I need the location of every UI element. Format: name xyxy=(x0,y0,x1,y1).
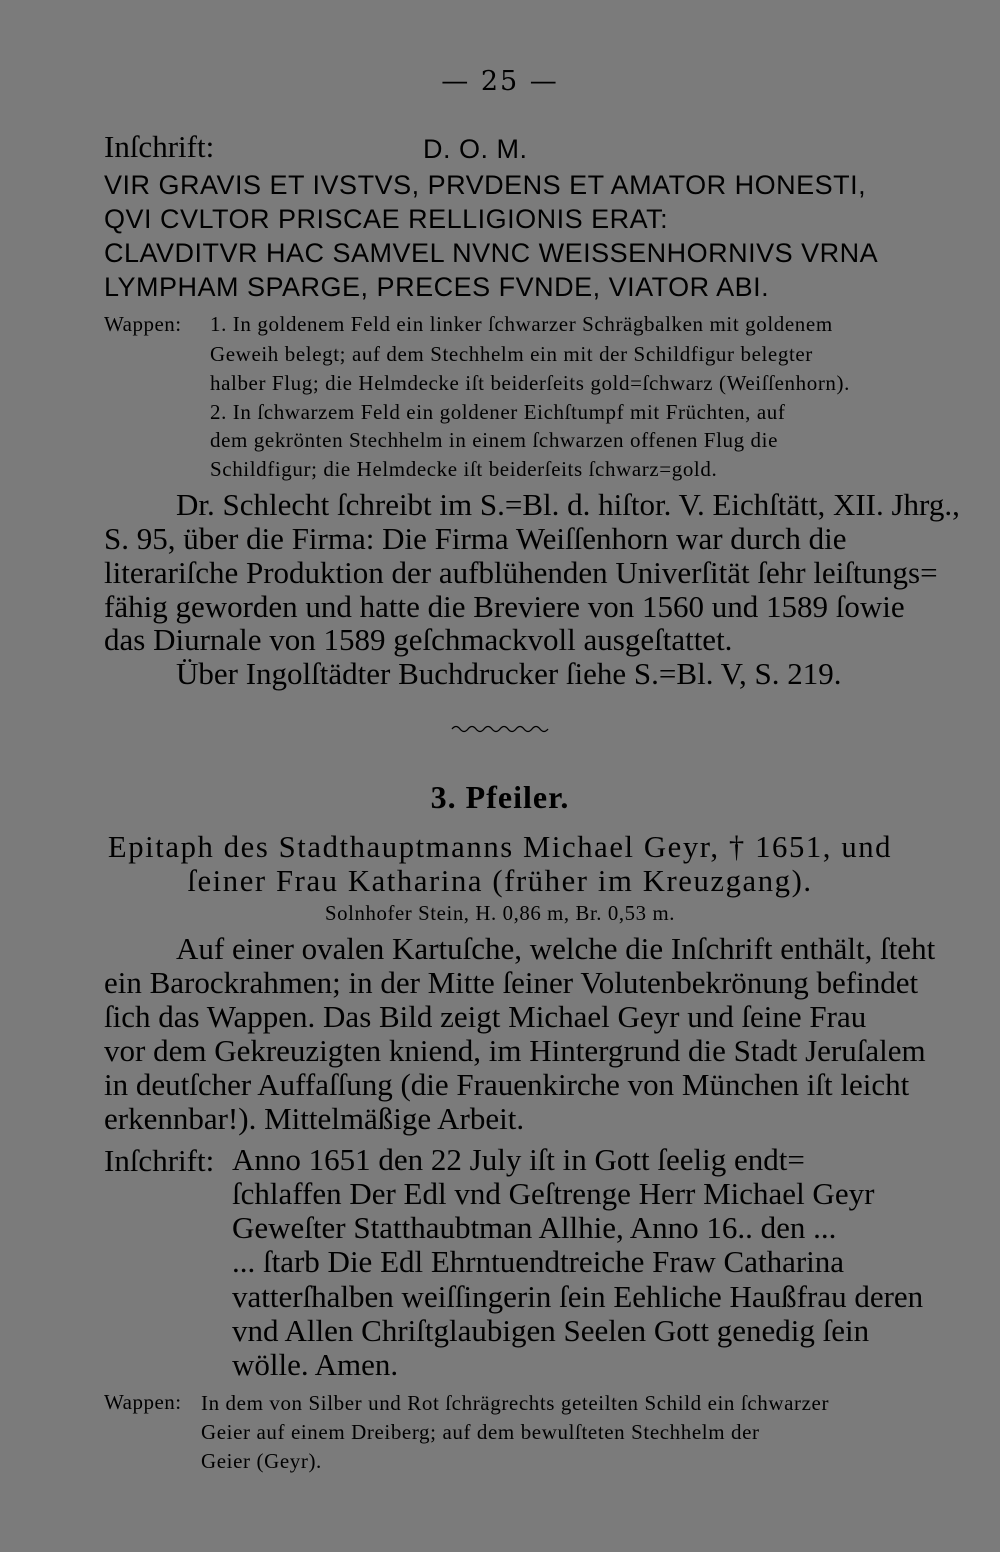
body-line: Dr. Schlecht ſchreibt im S.=Bl. d. hiſtor. V. Eichſtätt, XII. Jhrg., xyxy=(176,487,960,522)
wappen-line: halber Flug; die Helmdecke iſt beiderſeits gold=ſchwarz (Weiſſenhorn). xyxy=(210,371,850,395)
inschrift-label: Inſchrift: xyxy=(104,129,215,164)
wavy-divider xyxy=(0,722,1000,736)
inschrift-line: wölle. Amen. xyxy=(232,1347,399,1382)
inschrift-label: Inſchrift: xyxy=(104,1143,215,1178)
inschrift-heading: D. O. M. xyxy=(423,134,528,164)
body-line: S. 95, über die Firma: Die Firma Weiſſenhorn war durch die xyxy=(104,521,847,556)
wappen-line: Geweih belegt; auf dem Stechhelm ein mit der Schildfigur belegter xyxy=(210,342,813,366)
inschrift-line: Geweſter Statthaubtman Allhie, Anno 16.. den ... xyxy=(232,1210,837,1245)
inschrift-line: vatterſhalben weiſſingerin ſein Eehliche Haußfrau deren xyxy=(232,1279,924,1314)
body-line: fähig geworden und hatte die Breviere von 1560 und 1589 ſowie xyxy=(104,589,905,624)
wappen-line: In dem von Silber und Rot ſchrägrechts geteilten Schild ein ſchwarzer xyxy=(201,1391,830,1415)
body-line: vor dem Gekreuzigten kniend, im Hintergrund die Stadt Jeruſalem xyxy=(104,1033,926,1068)
latin-line: CLAVDITVR HAC SAMVEL NVNC WEISSENHORNIVS VRNA xyxy=(104,238,879,268)
page-number: — 25 — xyxy=(441,66,559,97)
wappen-line: 1. In goldenem Feld ein linker ſchwarzer Schrägbalken mit goldenem xyxy=(210,312,833,336)
inschrift-line: Anno 1651 den 22 July iſt in Gott ſeelig endt= xyxy=(232,1142,805,1177)
latin-line: LYMPHAM SPARGE, PRECES FVNDE, VIATOR ABI. xyxy=(104,272,770,302)
body-line: erkennbar!). Mittelmäßige Arbeit. xyxy=(104,1101,525,1136)
inschrift-line: ſchlaffen Der Edl vnd Geſtrenge Herr Michael Geyr xyxy=(232,1176,875,1211)
inschrift-line: vnd Allen Chriſtglaubigen Seelen Gott genedig ſein xyxy=(232,1313,870,1348)
latin-line: VIR GRAVIS ET IVSTVS, PRVDENS ET AMATOR HONESTI, xyxy=(104,170,867,200)
wappen-line: Geier (Geyr). xyxy=(201,1449,322,1473)
body-line: literariſche Produktion der aufblühenden Univerſität ſehr leiſtungs= xyxy=(104,555,938,590)
wappen-line: Schildfigur; die Helmdecke iſt beiderſeits ſchwarz=gold. xyxy=(210,457,718,481)
wappen-line: dem gekrönten Stechhelm in einem ſchwarzen offenen Flug die xyxy=(210,428,779,452)
body-line: Über Ingolſtädter Buchdrucker ſiehe S.=Bl. V, S. 219. xyxy=(176,656,842,691)
subtitle-line: Epitaph des Stadthauptmanns Michael Geyr, † 1651, und xyxy=(107,829,893,864)
section-heading: 3. Pfeiler. xyxy=(430,779,570,815)
body-line: ſich das Wappen. Das Bild zeigt Michael Geyr und ſeine Frau xyxy=(104,999,867,1034)
latin-line: QVI CVLTOR PRISCAE RELLIGIONIS ERAT: xyxy=(104,204,669,234)
wappen-label: Wappen: xyxy=(104,1390,182,1414)
subtitle-line: ſeiner Frau Katharina (früher im Kreuzgang). xyxy=(187,863,813,898)
wappen-label: Wappen: xyxy=(104,312,182,336)
body-line: in deutſcher Auffaſſung (die Frauenkirche von München iſt leicht xyxy=(104,1067,910,1102)
wappen-line: Geier auf einem Dreiberg; auf dem bewulſteten Stechhelm der xyxy=(201,1420,760,1444)
wappen-line: 2. In ſchwarzem Feld ein goldener Eichſtumpf mit Früchten, auf xyxy=(210,400,786,424)
inschrift-line: ... ſtarb Die Edl Ehrntuendtreiche Fraw Catharina xyxy=(232,1244,845,1279)
body-line: ein Barockrahmen; in der Mitte ſeiner Volutenbekrönung befindet xyxy=(104,965,919,1000)
material-line: Solnhofer Stein, H. 0,86 m, Br. 0,53 m. xyxy=(324,901,676,925)
body-line: Auf einer ovalen Kartuſche, welche die Inſchrift enthält, ſteht xyxy=(176,931,936,966)
body-line: das Diurnale von 1589 geſchmackvoll ausgeſtattet. xyxy=(104,622,733,657)
wave-ornament-icon xyxy=(450,722,550,736)
